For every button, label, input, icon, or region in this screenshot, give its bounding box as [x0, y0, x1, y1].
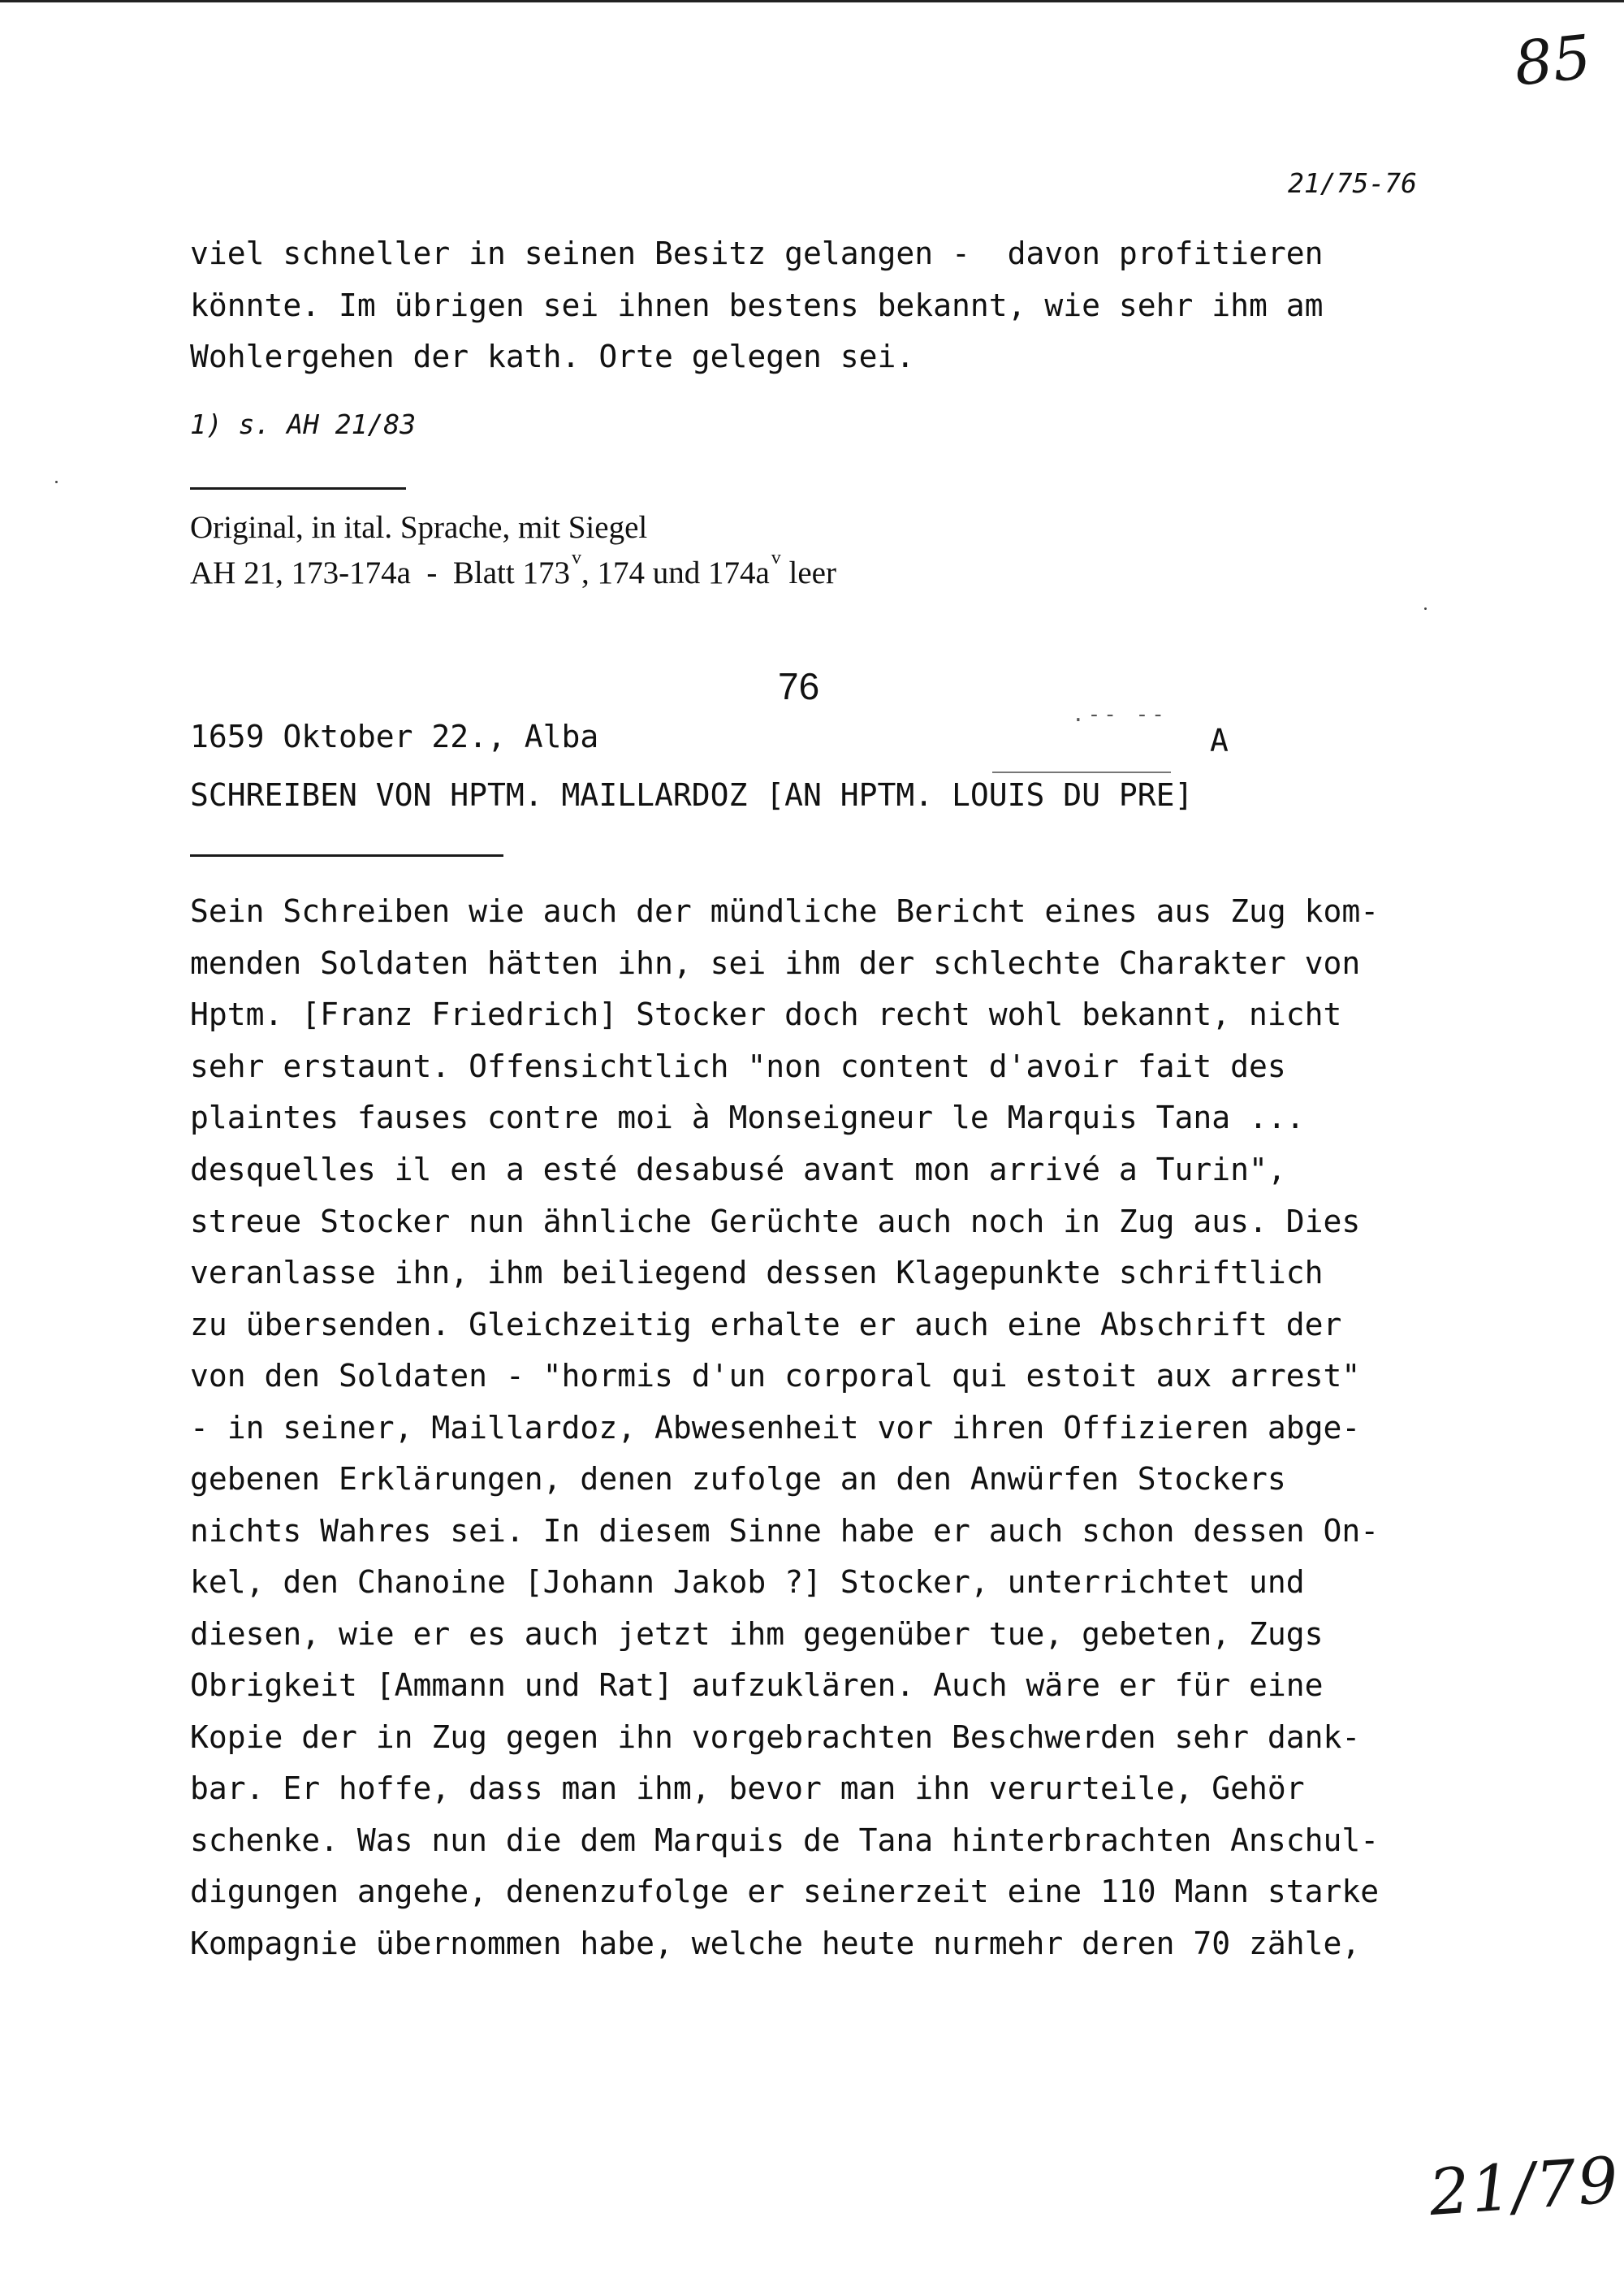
body-line: zu übersenden. Gleichzeitig erhalte er auch eine Abschrift der	[190, 1307, 1342, 1342]
body-line: Obrigkeit [Ammann und Rat] aufzuklären. Auch wäre er für eine	[190, 1667, 1324, 1703]
body-line: von den Soldaten - "hormis d'un corporal qui estoit aux arrest"	[190, 1358, 1361, 1394]
scan-speck	[1424, 607, 1427, 610]
overline-mark	[992, 772, 1171, 773]
heading-divider	[190, 854, 503, 857]
body-line: gebenen Erklärungen, denen zufolge an den Anwürfen Stockers	[190, 1461, 1286, 1497]
body-line: Kopie der in Zug gegen ihn vorgebrachten Beschwerden sehr dank-	[190, 1719, 1361, 1755]
body-line: nichts Wahres sei. In diesem Sinne habe er auch schon dessen On-	[190, 1513, 1380, 1549]
faint-marks: .-- --	[1072, 702, 1168, 727]
body-line: digungen angehe, denenzufolge er seinerzeit eine 110 Mann starke	[190, 1874, 1380, 1909]
document-heading: SCHREIBEN VON HPTM. MAILLARDOZ [AN HPTM. LOUIS DU PRE]	[190, 777, 1194, 813]
body-line: bar. Er hoffe, dass man ihm, bevor man ihn verurteile, Gehör	[190, 1770, 1305, 1806]
top-paragraph-line: könnte. Im übrigen sei ihnen bestens bekannt, wie sehr ihm am	[190, 287, 1324, 323]
verso-marker: v	[771, 547, 781, 568]
handwritten-folio-number: 85	[1510, 22, 1595, 100]
body-line: menden Soldaten hätten ihn, sei ihm der schlechte Charakter von	[190, 945, 1361, 981]
body-line: Kompagnie übernommen habe, welche heute nurmehr deren 70 zähle,	[190, 1926, 1361, 1961]
reference-number: 21/75-76	[1288, 167, 1417, 199]
body-line: veranlasse ihn, ihm beiliegend dessen Klagepunkte schriftlich	[190, 1255, 1324, 1290]
body-line: schenke. Was nun die dem Marquis de Tana hinterbrachten Anschul-	[190, 1822, 1380, 1858]
scan-speck	[55, 481, 58, 483]
marker-letter: A	[1210, 723, 1229, 759]
handwritten-archive-number: 21/79	[1427, 2143, 1622, 2231]
body-line: - in seiner, Maillardoz, Abwesenheit vor ihren Offizieren abge-	[190, 1410, 1361, 1446]
footnote-divider	[190, 487, 406, 490]
body-line: desquelles il en a esté desabusé avant mon arrivé a Turin",	[190, 1152, 1286, 1187]
source-note-prefix: AH 21, 173-174a - Blatt 173	[190, 555, 570, 590]
body-line: Hptm. [Franz Friedrich] Stocker doch recht wohl bekannt, nicht	[190, 996, 1342, 1032]
top-edge-rule	[0, 0, 1624, 2]
body-line: kel, den Chanoine [Johann Jakob ?] Stocker, unterrichtet und	[190, 1564, 1305, 1600]
body-line: diesen, wie er es auch jetzt ihm gegenüber tue, gebeten, Zugs	[190, 1616, 1324, 1652]
source-note-suffix: leer	[780, 555, 836, 590]
body-line: sehr erstaunt. Offensichtlich "non content d'avoir fait des	[190, 1048, 1286, 1084]
body-line: Sein Schreiben wie auch der mündliche Bericht eines aus Zug kom-	[190, 893, 1380, 929]
verso-marker: v	[571, 547, 581, 568]
document-number: 76	[778, 665, 820, 707]
date-line: 1659 Oktober 22., Alba	[190, 719, 599, 754]
source-note-line-1: Original, in ital. Sprache, mit Siegel	[190, 510, 648, 545]
top-paragraph-line: Wohlergehen der kath. Orte gelegen sei.	[190, 339, 915, 374]
body-line: plaintes fauses contre moi à Monseigneur le Marquis Tana ...	[190, 1100, 1305, 1135]
footnote: 1) s. AH 21/83	[190, 408, 417, 440]
top-paragraph-line: viel schneller in seinen Besitz gelangen - davon profitieren	[190, 236, 1324, 271]
source-note-middle: , 174 und 174a	[581, 555, 770, 590]
body-line: streue Stocker nun ähnliche Gerüchte auch noch in Zug aus. Dies	[190, 1204, 1361, 1239]
source-note-line-2	[190, 548, 836, 589]
